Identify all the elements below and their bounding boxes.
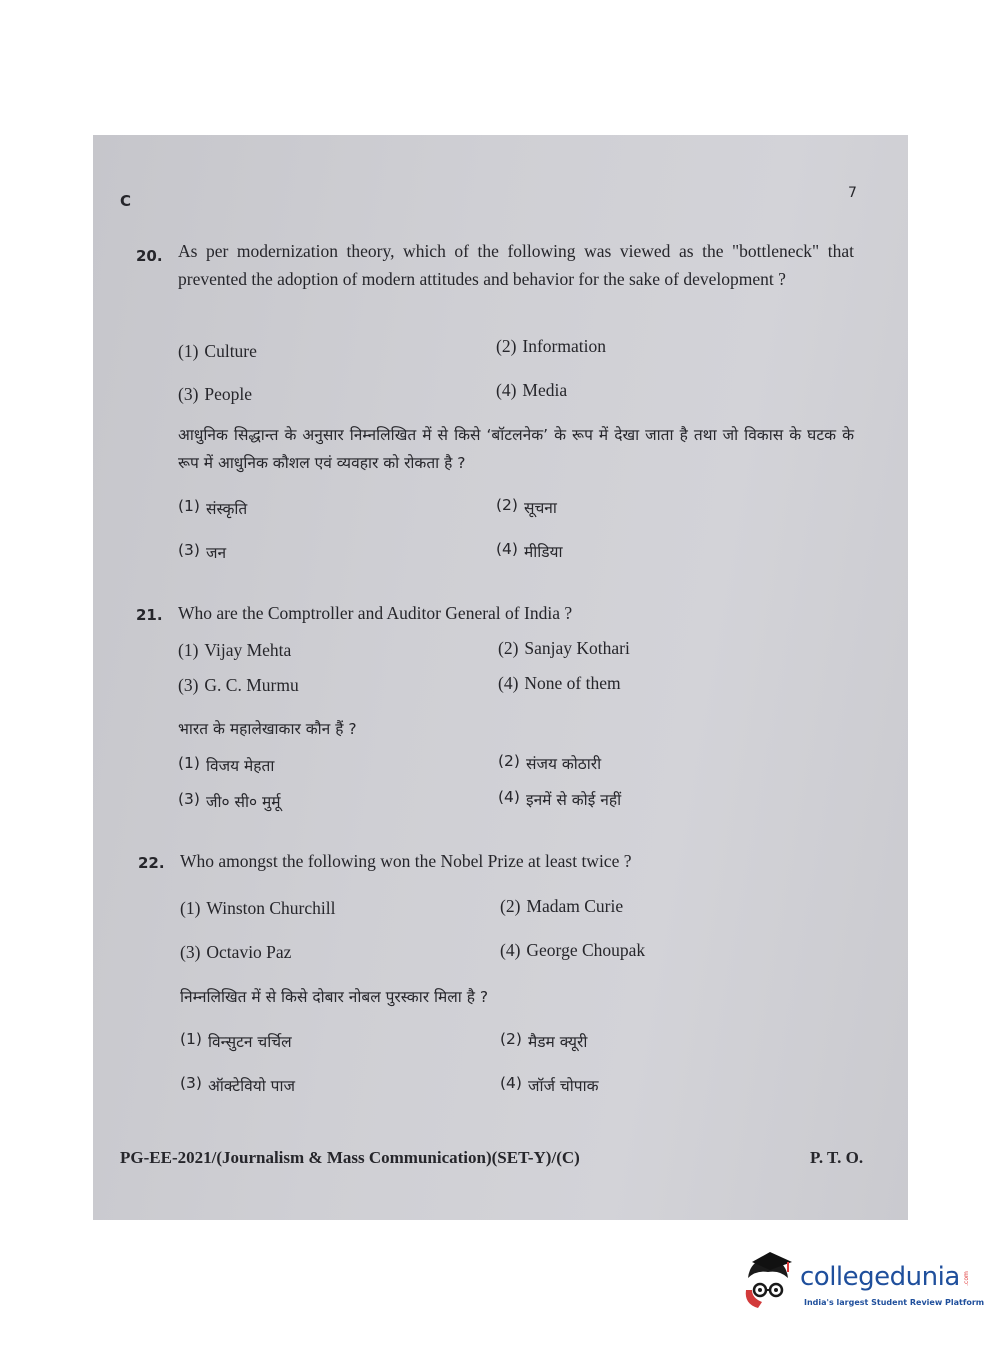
option-text: None of them: [524, 673, 621, 693]
option-hi: [180, 1074, 295, 1096]
option-text: George Choupak: [526, 940, 646, 960]
option-text: People: [204, 384, 253, 404]
option-text: Sanjay Kothari: [524, 638, 630, 658]
option-en: [180, 898, 336, 919]
option-en: [178, 384, 252, 405]
option-number: (3): [178, 384, 199, 404]
option-text: संस्कृति: [205, 500, 248, 518]
brand-name: collegedunia: [800, 1262, 960, 1292]
option-en: [498, 673, 621, 694]
option-text: विजय मेहता: [205, 757, 275, 775]
option-en: [496, 380, 567, 401]
option-number: (1): [178, 341, 199, 361]
option-text: इनमें से कोई नहीं: [525, 791, 622, 809]
option-number: (4): [498, 673, 519, 693]
question-text-hi: आधुनिक सिद्धान्त के अनुसार निम्नलिखित में से किसे ‘बॉटलनेक’ के रूप में देखा जाता है तथा जो विकास के घटक के रूप में आधुनिक कौशल एवं व्यवहार को रोकता है ?: [178, 426, 854, 472]
question-number: 22.: [138, 854, 165, 872]
option-en: [178, 640, 291, 661]
set-label: C: [120, 192, 132, 210]
option-text: G. C. Murmu: [204, 675, 299, 695]
option-text: सूचना: [523, 499, 557, 517]
brand-domain: .com: [962, 1271, 970, 1286]
option-number: (3): [178, 675, 199, 695]
brand-tagline: India's largest Student Review Platform: [804, 1298, 985, 1307]
option-number: (1): [180, 898, 201, 918]
exam-page-photo: [93, 135, 908, 1220]
option-number: (1): [178, 640, 199, 660]
option-hi: [180, 1030, 292, 1052]
option-number: (2): [500, 896, 521, 916]
option-number: (3): [180, 942, 201, 962]
option-number: (1): [178, 497, 200, 515]
option-en: [178, 675, 299, 696]
pto-label: P. T. O.: [810, 1148, 864, 1167]
option-text: Madam Curie: [526, 896, 624, 916]
option-hi: [178, 790, 281, 812]
option-hi: [178, 754, 274, 776]
page-number: 7: [848, 185, 857, 201]
option-text: मैडम क्यूरी: [527, 1033, 588, 1051]
paper-code: PG-EE-2021/(Journalism & Mass Communication)(SET-Y)/(C): [120, 1148, 580, 1167]
option-text: Octavio Paz: [206, 942, 292, 962]
question-text-en: As per modernization theory, which of the following was viewed as the "bottleneck" that prevented the adoption of modern attitudes and behavior for the sake of development ?: [178, 241, 854, 289]
option-number: (2): [498, 752, 520, 770]
option-number: (3): [180, 1074, 202, 1092]
option-number: (3): [178, 790, 200, 808]
option-text: Information: [522, 336, 606, 356]
option-text: Vijay Mehta: [204, 640, 292, 660]
option-hi: [500, 1030, 587, 1052]
option-text: मीडिया: [523, 543, 563, 561]
option-text: Media: [522, 380, 568, 400]
option-number: (4): [500, 1074, 522, 1092]
option-en: [496, 336, 606, 357]
option-hi: [178, 497, 247, 519]
option-text: संजय कोठारी: [525, 755, 602, 773]
option-en: [498, 638, 630, 659]
option-text: Winston Churchill: [206, 898, 336, 918]
option-text: विन्सुटन चर्चिल: [207, 1033, 292, 1051]
question-text-hi: भारत के महालेखाकार कौन हैं ?: [178, 720, 357, 738]
option-hi: [496, 496, 557, 518]
option-number: (2): [500, 1030, 522, 1048]
option-text: ऑक्टेवियो पाज: [207, 1077, 295, 1095]
mascot-icon: [746, 1252, 792, 1308]
question-number: 20.: [136, 247, 163, 265]
option-number: (1): [178, 754, 200, 772]
option-hi: [500, 1074, 599, 1096]
question-text-en: Who amongst the following won the Nobel Prize at least twice ?: [180, 851, 632, 871]
option-en: [178, 341, 257, 362]
option-number: (2): [496, 336, 517, 356]
question-text-en: Who are the Comptroller and Auditor General of India ?: [178, 603, 573, 623]
option-number: (2): [498, 638, 519, 658]
option-number: (4): [496, 540, 518, 558]
question-number: 21.: [136, 606, 163, 624]
option-hi: [178, 541, 226, 563]
option-text: जी० सी० मुर्मू: [205, 793, 281, 811]
option-number: (3): [178, 541, 200, 559]
option-number: (2): [496, 496, 518, 514]
option-hi: [496, 540, 563, 562]
option-hi: [498, 752, 601, 774]
option-text: जॉर्ज चोपाक: [527, 1077, 599, 1095]
option-en: [180, 942, 291, 963]
option-text: जन: [205, 544, 227, 562]
option-number: (4): [498, 788, 520, 806]
option-number: (4): [496, 380, 517, 400]
option-text: Culture: [204, 341, 257, 361]
option-hi: [498, 788, 621, 810]
option-number: (4): [500, 940, 521, 960]
option-en: [500, 940, 645, 961]
question-text-hi: निम्नलिखित में से किसे दोबार नोबल पुरस्कार मिला है ?: [180, 988, 489, 1006]
option-en: [500, 896, 623, 917]
option-number: (1): [180, 1030, 202, 1048]
